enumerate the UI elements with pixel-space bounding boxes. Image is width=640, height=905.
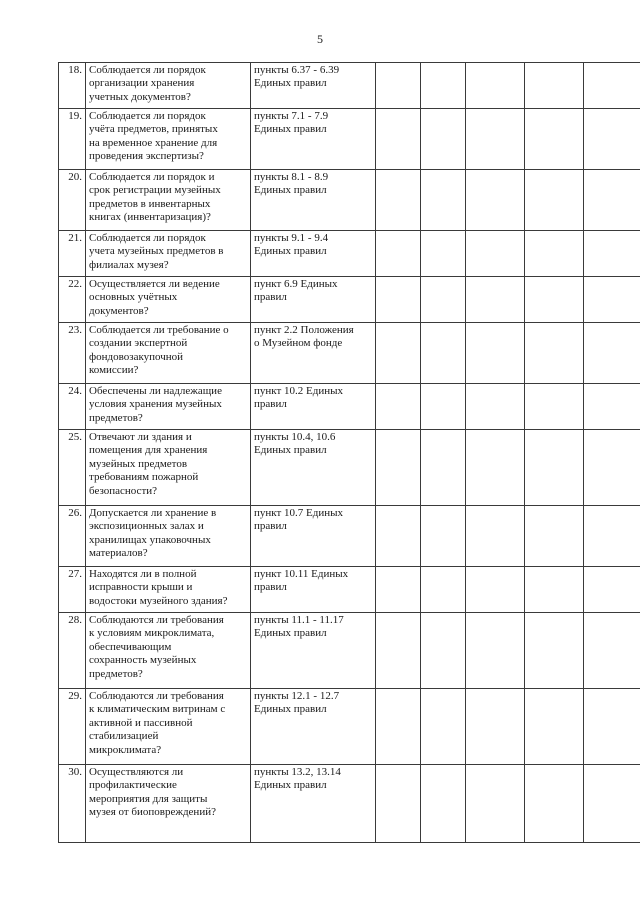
answer-na-cell bbox=[466, 170, 525, 231]
row-number: 20. bbox=[59, 170, 86, 231]
table-row bbox=[59, 506, 640, 567]
answer-extra-cell bbox=[525, 765, 584, 843]
answer-na-cell bbox=[466, 109, 525, 170]
answer-yes-cell bbox=[376, 170, 421, 231]
answer-extra-cell bbox=[525, 567, 584, 613]
answer-no-cell bbox=[421, 384, 466, 430]
question-text: Осуществляются ли профилактические мероприятия для защиты музея от биоповреждений? bbox=[86, 765, 251, 843]
reference-text: пункт 6.9 Единых правил bbox=[251, 277, 376, 323]
answer-no-cell bbox=[421, 506, 466, 567]
reference-text: пункт 10.11 Единых правил bbox=[251, 567, 376, 613]
answer-yes-cell bbox=[376, 384, 421, 430]
table-row bbox=[59, 689, 640, 765]
table-row bbox=[59, 63, 640, 109]
row-number: 29. bbox=[59, 689, 86, 765]
question-text: Соблюдается ли порядок и срок регистрации музейных предметов в инвентарных книгах (инвентаризация)? bbox=[86, 170, 251, 231]
reference-text: пункты 11.1 - 11.17 Единых правил bbox=[251, 613, 376, 689]
row-number: 19. bbox=[59, 109, 86, 170]
table-row bbox=[59, 765, 640, 843]
answer-yes-cell bbox=[376, 63, 421, 109]
reference-text: пункт 10.2 Единых правил bbox=[251, 384, 376, 430]
question-text: Соблюдаются ли требования к условиям микроклимата, обеспечивающим сохранность музейных предметов? bbox=[86, 613, 251, 689]
answer-extra-cell bbox=[525, 109, 584, 170]
answer-yes-cell bbox=[376, 430, 421, 506]
table-row bbox=[59, 323, 640, 384]
reference-text: пункты 7.1 - 7.9 Единых правил bbox=[251, 109, 376, 170]
row-number: 26. bbox=[59, 506, 86, 567]
answer-yes-cell bbox=[376, 506, 421, 567]
question-text: Допускается ли хранение в экспозиционных залах и хранилищах упаковочных материалов? bbox=[86, 506, 251, 567]
row-number: 22. bbox=[59, 277, 86, 323]
answer-yes-cell bbox=[376, 323, 421, 384]
answer-na-cell bbox=[466, 277, 525, 323]
answer-extra-cell bbox=[525, 506, 584, 567]
answer-no-cell bbox=[421, 567, 466, 613]
reference-text: пункты 6.37 - 6.39 Единых правил bbox=[251, 63, 376, 109]
question-text: Соблюдается ли порядок организации хранения учетных документов? bbox=[86, 63, 251, 109]
answer-na-cell bbox=[466, 613, 525, 689]
question-text: Осуществляется ли ведение основных учётных документов? bbox=[86, 277, 251, 323]
notes-cell bbox=[584, 323, 640, 384]
answer-extra-cell bbox=[525, 170, 584, 231]
answer-no-cell bbox=[421, 613, 466, 689]
notes-cell bbox=[584, 567, 640, 613]
table-row bbox=[59, 613, 640, 689]
page-number: 5 bbox=[317, 32, 323, 46]
row-number: 23. bbox=[59, 323, 86, 384]
table-row bbox=[59, 231, 640, 277]
answer-no-cell bbox=[421, 430, 466, 506]
table-row bbox=[59, 109, 640, 170]
notes-cell bbox=[584, 506, 640, 567]
answer-na-cell bbox=[466, 231, 525, 277]
reference-text: пункты 12.1 - 12.7 Единых правил bbox=[251, 689, 376, 765]
answer-yes-cell bbox=[376, 109, 421, 170]
answer-extra-cell bbox=[525, 231, 584, 277]
notes-cell bbox=[584, 384, 640, 430]
reference-text: пункты 10.4, 10.6 Единых правил bbox=[251, 430, 376, 506]
table-row bbox=[59, 384, 640, 430]
answer-extra-cell bbox=[525, 689, 584, 765]
notes-cell bbox=[584, 63, 640, 109]
question-text: Находятся ли в полной исправности крыши и водостоки музейного здания? bbox=[86, 567, 251, 613]
answer-yes-cell bbox=[376, 277, 421, 323]
answer-extra-cell bbox=[525, 613, 584, 689]
question-text: Соблюдается ли порядок учёта предметов, принятых на временное хранение для проведения экспертизы? bbox=[86, 109, 251, 170]
notes-cell bbox=[584, 170, 640, 231]
answer-yes-cell bbox=[376, 613, 421, 689]
reference-text: пункты 9.1 - 9.4 Единых правил bbox=[251, 231, 376, 277]
notes-cell bbox=[584, 277, 640, 323]
answer-no-cell bbox=[421, 170, 466, 231]
table-row bbox=[59, 170, 640, 231]
table-row bbox=[59, 430, 640, 506]
notes-cell bbox=[584, 430, 640, 506]
answer-no-cell bbox=[421, 323, 466, 384]
answer-na-cell bbox=[466, 323, 525, 384]
answer-na-cell bbox=[466, 567, 525, 613]
answer-no-cell bbox=[421, 689, 466, 765]
reference-text: пункт 10.7 Единых правил bbox=[251, 506, 376, 567]
question-text: Соблюдается ли порядок учета музейных предметов в филиалах музея? bbox=[86, 231, 251, 277]
notes-cell bbox=[584, 231, 640, 277]
checklist-table bbox=[58, 62, 640, 843]
notes-cell bbox=[584, 613, 640, 689]
answer-no-cell bbox=[421, 765, 466, 843]
row-number: 30. bbox=[59, 765, 86, 843]
answer-extra-cell bbox=[525, 63, 584, 109]
answer-yes-cell bbox=[376, 231, 421, 277]
answer-no-cell bbox=[421, 109, 466, 170]
row-number: 24. bbox=[59, 384, 86, 430]
answer-yes-cell bbox=[376, 765, 421, 843]
answer-na-cell bbox=[466, 689, 525, 765]
answer-extra-cell bbox=[525, 384, 584, 430]
table-row bbox=[59, 277, 640, 323]
row-number: 27. bbox=[59, 567, 86, 613]
answer-extra-cell bbox=[525, 430, 584, 506]
question-text: Обеспечены ли надлежащие условия хранения музейных предметов? bbox=[86, 384, 251, 430]
notes-cell bbox=[584, 765, 640, 843]
row-number: 18. bbox=[59, 63, 86, 109]
question-text: Соблюдаются ли требования к климатическим витринам с активной и пассивной стабилизацией микроклимата? bbox=[86, 689, 251, 765]
answer-na-cell bbox=[466, 765, 525, 843]
checklist-body bbox=[59, 63, 640, 843]
answer-na-cell bbox=[466, 384, 525, 430]
answer-extra-cell bbox=[525, 277, 584, 323]
question-text: Соблюдается ли требование о создании экспертной фондовозакупочной комиссии? bbox=[86, 323, 251, 384]
reference-text: пункты 8.1 - 8.9 Единых правил bbox=[251, 170, 376, 231]
row-number: 28. bbox=[59, 613, 86, 689]
answer-na-cell bbox=[466, 430, 525, 506]
answer-extra-cell bbox=[525, 323, 584, 384]
reference-text: пункт 2.2 Положения о Музейном фонде bbox=[251, 323, 376, 384]
row-number: 21. bbox=[59, 231, 86, 277]
answer-yes-cell bbox=[376, 567, 421, 613]
answer-no-cell bbox=[421, 63, 466, 109]
answer-no-cell bbox=[421, 231, 466, 277]
reference-text: пункты 13.2, 13.14 Единых правил bbox=[251, 765, 376, 843]
notes-cell bbox=[584, 689, 640, 765]
answer-na-cell bbox=[466, 63, 525, 109]
table-row bbox=[59, 567, 640, 613]
question-text: Отвечают ли здания и помещения для хранения музейных предметов требованиям пожарной безопасности? bbox=[86, 430, 251, 506]
notes-cell bbox=[584, 109, 640, 170]
answer-no-cell bbox=[421, 277, 466, 323]
answer-yes-cell bbox=[376, 689, 421, 765]
answer-na-cell bbox=[466, 506, 525, 567]
row-number: 25. bbox=[59, 430, 86, 506]
